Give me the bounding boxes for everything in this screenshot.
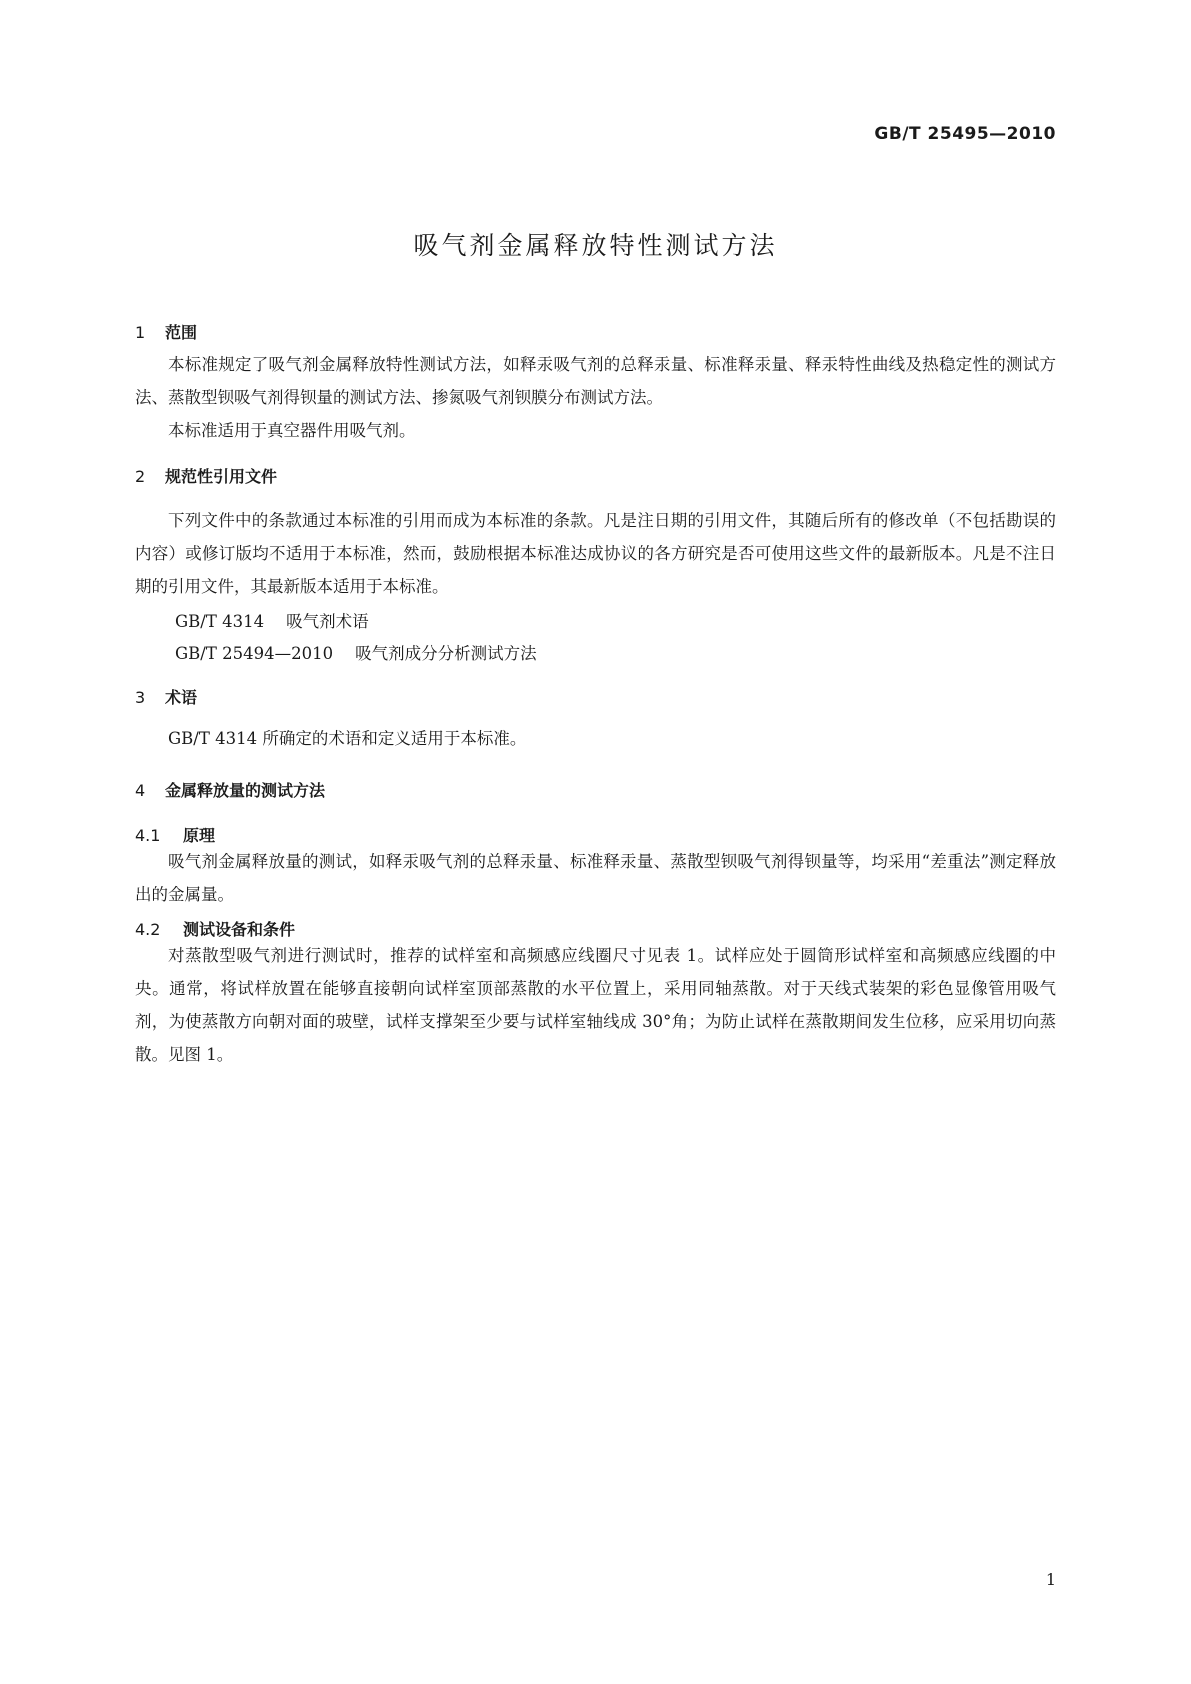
subsection-number: 4.1 — [135, 826, 161, 845]
reference-title: 吸气剂成分分析测试方法 — [355, 644, 537, 663]
subsection-4-2-heading — [135, 917, 295, 940]
standard-code: GB/T 25495—2010 — [874, 124, 1056, 144]
section-title: 金属释放量的测试方法 — [165, 781, 326, 800]
normative-reference — [175, 608, 369, 632]
section-number: 1 — [135, 323, 146, 342]
reference-code: GB/T 25494—2010 — [175, 644, 334, 663]
section-1-heading — [135, 320, 197, 343]
section-title: 范围 — [165, 323, 198, 342]
normative-reference — [175, 640, 537, 664]
section-3-paragraph-1: GB/T 4314 所确定的术语和定义适用于本标准。 — [168, 729, 527, 748]
page-number: 1 — [1045, 1570, 1056, 1589]
section-number: 2 — [135, 467, 146, 486]
section-title: 术语 — [165, 688, 198, 707]
section-2-paragraph-1: 下列文件中的条款通过本标准的引用而成为本标准的条款。凡是注日期的引用文件，其随后所有的修改单（不包括勘误的内容）或修订版均不适用于本标准，然而，鼓励根据本标准达成协议的各方研究是否可使用这些文件的最新版本。凡是不注日期的引用文件，其最新版本适用于本标准。 — [135, 511, 1056, 596]
section-2-heading — [135, 464, 277, 487]
subsection-4-1-heading — [135, 823, 215, 846]
subsection-title: 测试设备和条件 — [183, 920, 296, 939]
section-number: 4 — [135, 781, 146, 800]
subsection-title: 原理 — [183, 826, 216, 845]
section-1-paragraph-1: 本标准规定了吸气剂金属释放特性测试方法，如释汞吸气剂的总释汞量、标准释汞量、释汞特性曲线及热稳定性的测试方法、蒸散型钡吸气剂得钡量的测试方法、掺氮吸气剂钡膜分布测试方法。 — [135, 355, 1056, 407]
section-title: 规范性引用文件 — [165, 467, 278, 486]
section-3-heading — [135, 685, 197, 708]
section-number: 3 — [135, 688, 146, 707]
reference-title: 吸气剂术语 — [286, 612, 369, 631]
subsection-4-1-paragraph-1: 吸气剂金属释放量的测试，如释汞吸气剂的总释汞量、标准释汞量、蒸散型钡吸气剂得钡量等，均采用“差重法”测定释放出的金属量。 — [135, 852, 1056, 904]
section-1-paragraph-2: 本标准适用于真空器件用吸气剂。 — [168, 421, 416, 440]
section-4-heading — [135, 778, 325, 801]
reference-code: GB/T 4314 — [175, 612, 265, 631]
subsection-4-2-paragraph-1: 对蒸散型吸气剂进行测试时，推荐的试样室和高频感应线圈尺寸见表 1。试样应处于圆筒形试样室和高频感应线圈的中央。通常，将试样放置在能够直接朝向试样室顶部蒸散的水平位置上，采用同轴蒸散。对于天线式装架的彩色显像管用吸气剂，为使蒸散方向朝对面的玻壁，试样支撑架至少要与试样室轴线成 30°角；为防止试样在蒸散期间发生位移，应采用切向蒸散。见图 1。 — [135, 946, 1056, 1064]
document-title: 吸气剂金属释放特性测试方法 — [413, 231, 778, 260]
subsection-number: 4.2 — [135, 920, 161, 939]
